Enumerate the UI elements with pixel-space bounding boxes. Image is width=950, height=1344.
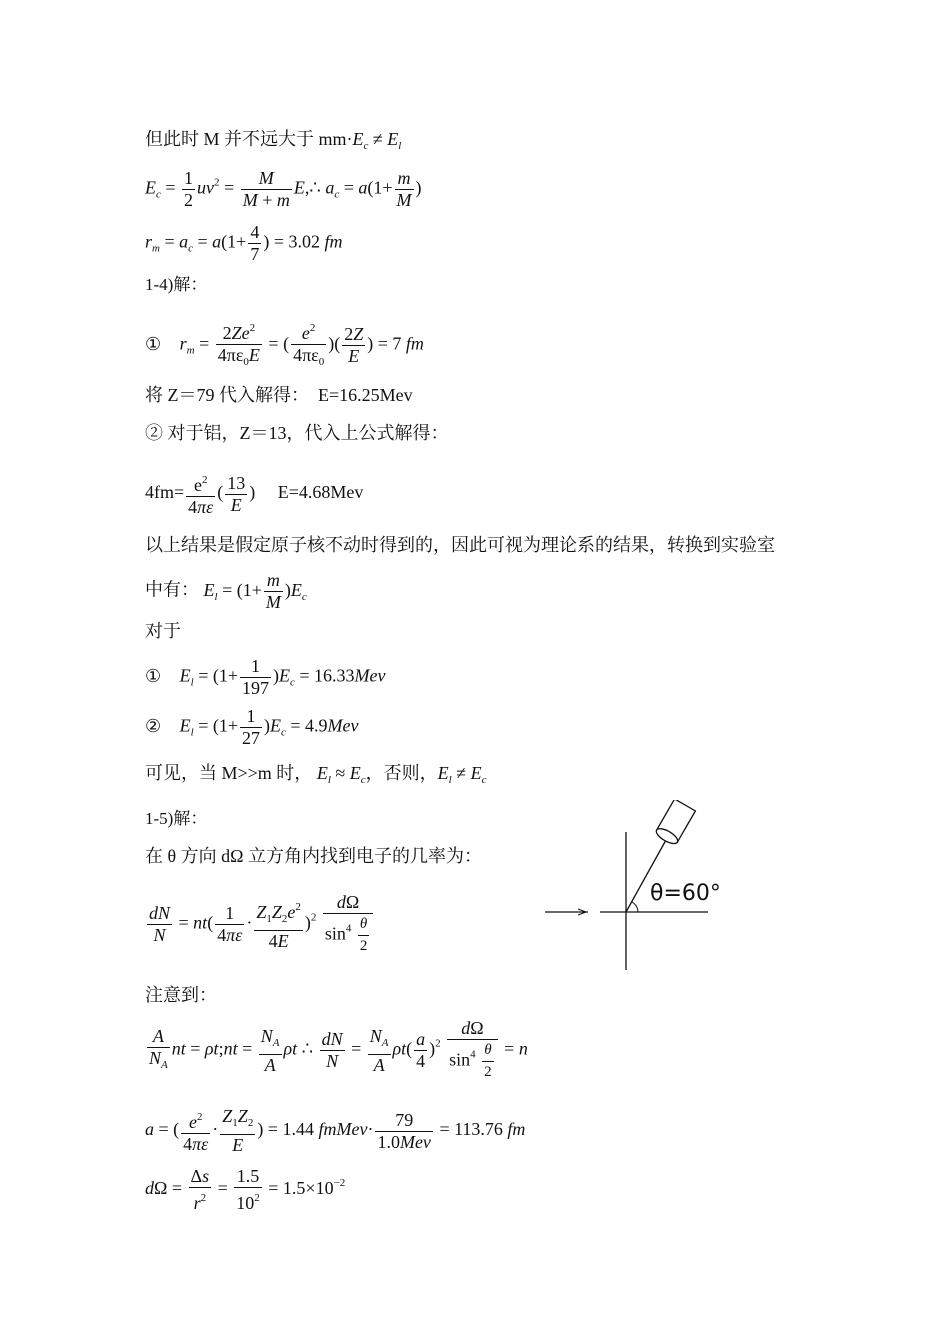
section-heading-1-4: 1-4)解： xyxy=(145,275,208,294)
formula-ec: $E_c$ = $\frac{1}{2}$ $uv^2$ = $\frac{M}{M + m}$ E,∴ $a_c = a(1+$ $\frac{m}{M}$ ) xyxy=(145,168,422,210)
para-for: 对于 xyxy=(145,621,181,641)
formula-el-27: ② $E_l = (1+$ $\frac{1}{27}$ )$E_c = 4.9Mev$ xyxy=(145,706,359,748)
formula-domega: dΩ = $\frac{\Delta s}{r^2}$ = $\frac{1.5}{10^2}$ = $1.5\times 10^{-2}$ xyxy=(145,1166,346,1213)
scattering-diagram xyxy=(540,800,760,975)
angle-arc xyxy=(632,902,638,912)
para-note: 注意到： xyxy=(145,985,217,1005)
formula-rm: $r_m = a_c = a(1+$ $\frac{4}{7}$ ) = 3.02 fm xyxy=(145,222,343,264)
formula-el: 中有： $E_l = (1+$ $\frac{m}{M}$ )$E_c$ xyxy=(145,570,307,612)
detector-icon xyxy=(654,800,695,846)
formula-na: $\frac{A}{N_A}$ nt = ρt;nt = $\frac{N_A}{A}$ ρt ∴ $\frac{dN}{N}$ = $\frac{N_A}{A}$ ρt( $\frac{a}{4}$ )$^2$ dΩ $\sin^4$ $\frac{\theta}{2}$ = n xyxy=(149,1018,528,1080)
para-aluminum: ② 对于铝，Z＝13，代入上公式解得： xyxy=(145,423,449,443)
section-heading-1-5: 1-5)解： xyxy=(145,809,208,828)
formula-rm-2ze: ① $r_m$ = $\frac{2Ze^2}{4\pi\varepsilon_0E}$ = ( $\frac{e^2}{4\pi\varepsilon_0}$ )( $\frac{2Z}{E}$ ) = 7 fm xyxy=(145,318,424,373)
para-conclusion: 可见，当 M>>m 时， $E_l \approx E_c$，否则，$E_l \ne E_c$ xyxy=(145,763,487,786)
angle-label: θ=60° xyxy=(650,881,721,906)
para-result: 以上结果是假定原子核不动时得到的，因此可视为理论系的结果，转换到实验室 xyxy=(145,535,775,555)
para-intro: 但此时 M 并不远大于 $mm\cdot E_c \ne E_l$ xyxy=(145,129,402,152)
para-substitution: 将 Z＝79 代入解得： E=16.25Mev xyxy=(145,385,413,405)
formula-a: a = ( $\frac{e^2}{4\pi\varepsilon}$ · $\frac{Z_1Z_2}{E}$ ) = 1.44 fmMev· 79 1.0Mev = 113.76 fm xyxy=(145,1106,526,1155)
formula-4fm: 4fm= $\frac{e^2}{4\pi\varepsilon}$ ( $\frac{13}{E}$ ) E=4.68Mev xyxy=(145,470,363,518)
para-probability: 在 θ 方向 dΩ 立方角内找到电子的几率为： xyxy=(145,846,482,866)
formula-el-197: ① $E_l = (1+$ $\frac{1}{197}$ )$E_c = 16.33Mev$ xyxy=(145,656,386,698)
formula-dn-n: $\frac{dN}{N}$ = nt( $\frac{1}{4\pi\varepsilon}$ · $\frac{Z_1Z_2e^2}{4E}$ )$^2$ dΩ $\sin^4$ $\frac{\theta}{2}$ xyxy=(145,892,375,957)
